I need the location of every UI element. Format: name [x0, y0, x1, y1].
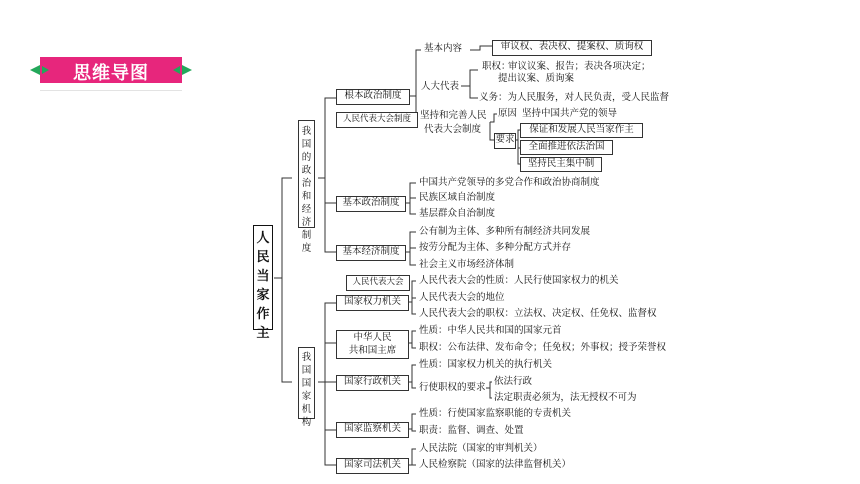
reason-label: 原因	[498, 108, 518, 119]
requirement-2: 全面推进依法治国	[520, 140, 613, 155]
basic-economic-system: 基本经济制度	[336, 245, 406, 261]
powers-line3: 提出议案、质询案	[498, 73, 575, 84]
powers-line2: 审议议案、报告；表决各项决定；	[508, 61, 651, 72]
basic-economic-item-1: 公有制为主体、多种所有制经济共同发展	[419, 226, 591, 237]
fundamental-political-system: 根本政治制度	[336, 89, 410, 105]
deputy-duties: 义务：为人民服务，对人民负责，受人民监督	[479, 92, 670, 103]
powers-prefix: 职权：	[482, 61, 511, 72]
basic-political-item-2: 民族区域自治制度	[419, 192, 496, 203]
npc-deputy-label: 人大代表	[421, 81, 460, 92]
admin-requirements-label: 行使职权的要求	[419, 382, 486, 393]
requirement-1: 保证和发展人民当家作主	[520, 123, 643, 138]
state-power-organ: 国家权力机关	[336, 295, 409, 311]
president-label-line2: 共和国主席	[348, 345, 397, 356]
branch-system: 我国的政治和经济制度	[298, 120, 315, 228]
reason-text: 坚持中国共产党的领导	[522, 108, 618, 119]
npc-functions: 人民代表大会的职权：立法权、决定权、任免权、监督权	[419, 308, 657, 319]
supervision-nature: 性质：行使国家监察职能的专责机关	[419, 408, 572, 419]
president-box	[336, 330, 409, 359]
deputy-powers-box: 审议权、表决权、提案权、质询权	[492, 40, 652, 56]
president-powers: 职权：公布法律、发布命令；任免权；外事权；授予荣誉权	[419, 342, 667, 353]
basic-economic-item-2: 按劳分配为主体、多种分配方式并存	[419, 242, 572, 253]
basic-content-label: 基本内容	[424, 43, 463, 54]
basic-political-item-1: 中国共产党领导的多党合作和政治协商制度	[419, 177, 600, 188]
npc-system: 人民代表大会制度	[336, 112, 418, 128]
president-label-line1: 中华人民	[353, 332, 392, 343]
uphold-line1: 坚持和完善人民	[420, 110, 487, 121]
npc-box: 人民代表大会	[346, 275, 410, 291]
president-nature: 性质：中华人民共和国的国家元首	[419, 325, 562, 336]
requirement-3: 坚持民主集中制	[520, 157, 602, 172]
branch-organs: 我国国家机构	[298, 347, 315, 419]
judicial-item-1: 人民法院（国家的审判机关）	[419, 443, 543, 454]
judicial-item-2: 人民检察院（国家的法律监督机关）	[419, 459, 572, 470]
basic-economic-item-3: 社会主义市场经济体制	[419, 259, 515, 270]
admin-requirement-2: 法定职责必须为，法无授权不可为	[494, 392, 637, 403]
root-node: 人民当家作主	[253, 225, 273, 330]
uphold-line2: 代表大会制度	[424, 124, 482, 135]
admin-requirement-1: 依法行政	[494, 376, 533, 387]
npc-status: 人民代表大会的地位	[419, 292, 505, 303]
header-title: 思维导图	[73, 63, 149, 84]
npc-nature: 人民代表大会的性质：人民行使国家权力的机关	[419, 275, 619, 286]
requirements-label: 要求	[494, 133, 516, 149]
state-judicial-organ: 国家司法机关	[336, 458, 409, 474]
supervision-duties: 职责：监督、调查、处置	[419, 425, 524, 436]
state-supervision-organ: 国家监察机关	[336, 422, 409, 438]
state-admin-organ: 国家行政机关	[336, 375, 409, 391]
basic-political-item-3: 基层群众自治制度	[419, 208, 496, 219]
basic-political-system: 基本政治制度	[336, 196, 406, 212]
admin-nature: 性质：国家权力机关的执行机关	[419, 359, 553, 370]
